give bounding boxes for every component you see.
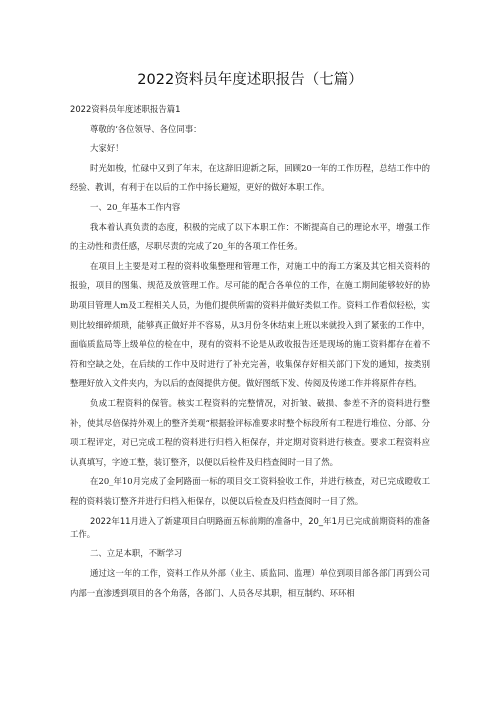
paragraph-intro: 时光如梭，忙碌中又到了年末，在这辞旧迎新之际，回顾20一年的工作历程，总结工作中的经验、教训，有利于在以后的工作中扬长避短，更好的做好本职工作。 <box>70 162 430 193</box>
paragraph-october: 在20_年10月完成了金阿路面一标的项目交工资料验收工作，并进行核查，对已完成瞪收工程的资料装订整齐并进行归档入柜保存，以便以后检查及归档查阅时一目了然。 <box>70 476 430 506</box>
document-body <box>70 100 430 603</box>
salutation: 尊敬的‘各位领导、各位同事： <box>90 123 202 134</box>
greeting: 大家好！ <box>90 143 124 154</box>
paragraph-summary: 通过这一年的工作，资料工作从外部（业主、质监同、监理）单位到项目部各部门再到公司内部一直渗透到项目的各个角落，各部门、人员各尽其职，相互制约、环环相 <box>70 568 430 598</box>
heading-basic-work: 一、20_年基本工作内容 <box>90 201 181 212</box>
document-title: 2022资料员年度述职报告（七篇） <box>137 72 363 88</box>
paragraph-attitude: 我本着认真负责的态度，积极的完成了以下本职工作：不断提高自己的理论水平，增强工作的主动性和责任感，尽职尽责的完成了20_年的各项工作任务。 <box>70 221 430 252</box>
paragraph-archive: 负成工程资料的保管。核实工程资料的完整情况，对折皱、破损、参差不齐的资料进行整补，使其尽倍保持外观上的整齐美观“根据验评标准要求时整个标段所有工程进行堆位、分部、分项工程评定，对已完成工程的资料进行归档入柜保存，并定期对资料进行核查。要求工程资料应认真填写，字迹工整，装订整齐，以便以后检件及归档查阅时一目了然。 <box>70 397 430 467</box>
paragraph-november: 2022年11月进入了新建项目白明路面五标前期的准备中，20_年1月已完成前期资料的准备工作。 <box>70 516 430 540</box>
heading-study: 二、立足本职，不断学习 <box>90 548 183 559</box>
paragraph-project-data: 在项目上主要是对工程的资料收集整理和管理工作，对施工中的海工方案及其它相关资料的报验，项目的图集、规范及放管理工作。尽可能的配合各单位的工作，在施工期间能够较好的协助项目管理人m及工程相关人员，为他们提供所需的资料并做好类似工作。资料工作看似轻松，实则比较细碎烦琐，能够真正做好并不容易，从3月份冬休结束上班以来就投入到了紧张的工作中，面临质监局等上级单位的检在中，现有的资料不论是从政收报告还是现场的施工资料都存在着不符和空缺之处，在后续的工作中及时进行了补充完善，收集保存好相关部门下发的通知，按类别整理好放入文件夹内，为以后的查阅提供方便。做好图纸下发、传阅及传递工作并将原件存档。 <box>70 260 430 389</box>
section-heading: 2022资料员年度述职报告篇1 <box>70 104 181 114</box>
